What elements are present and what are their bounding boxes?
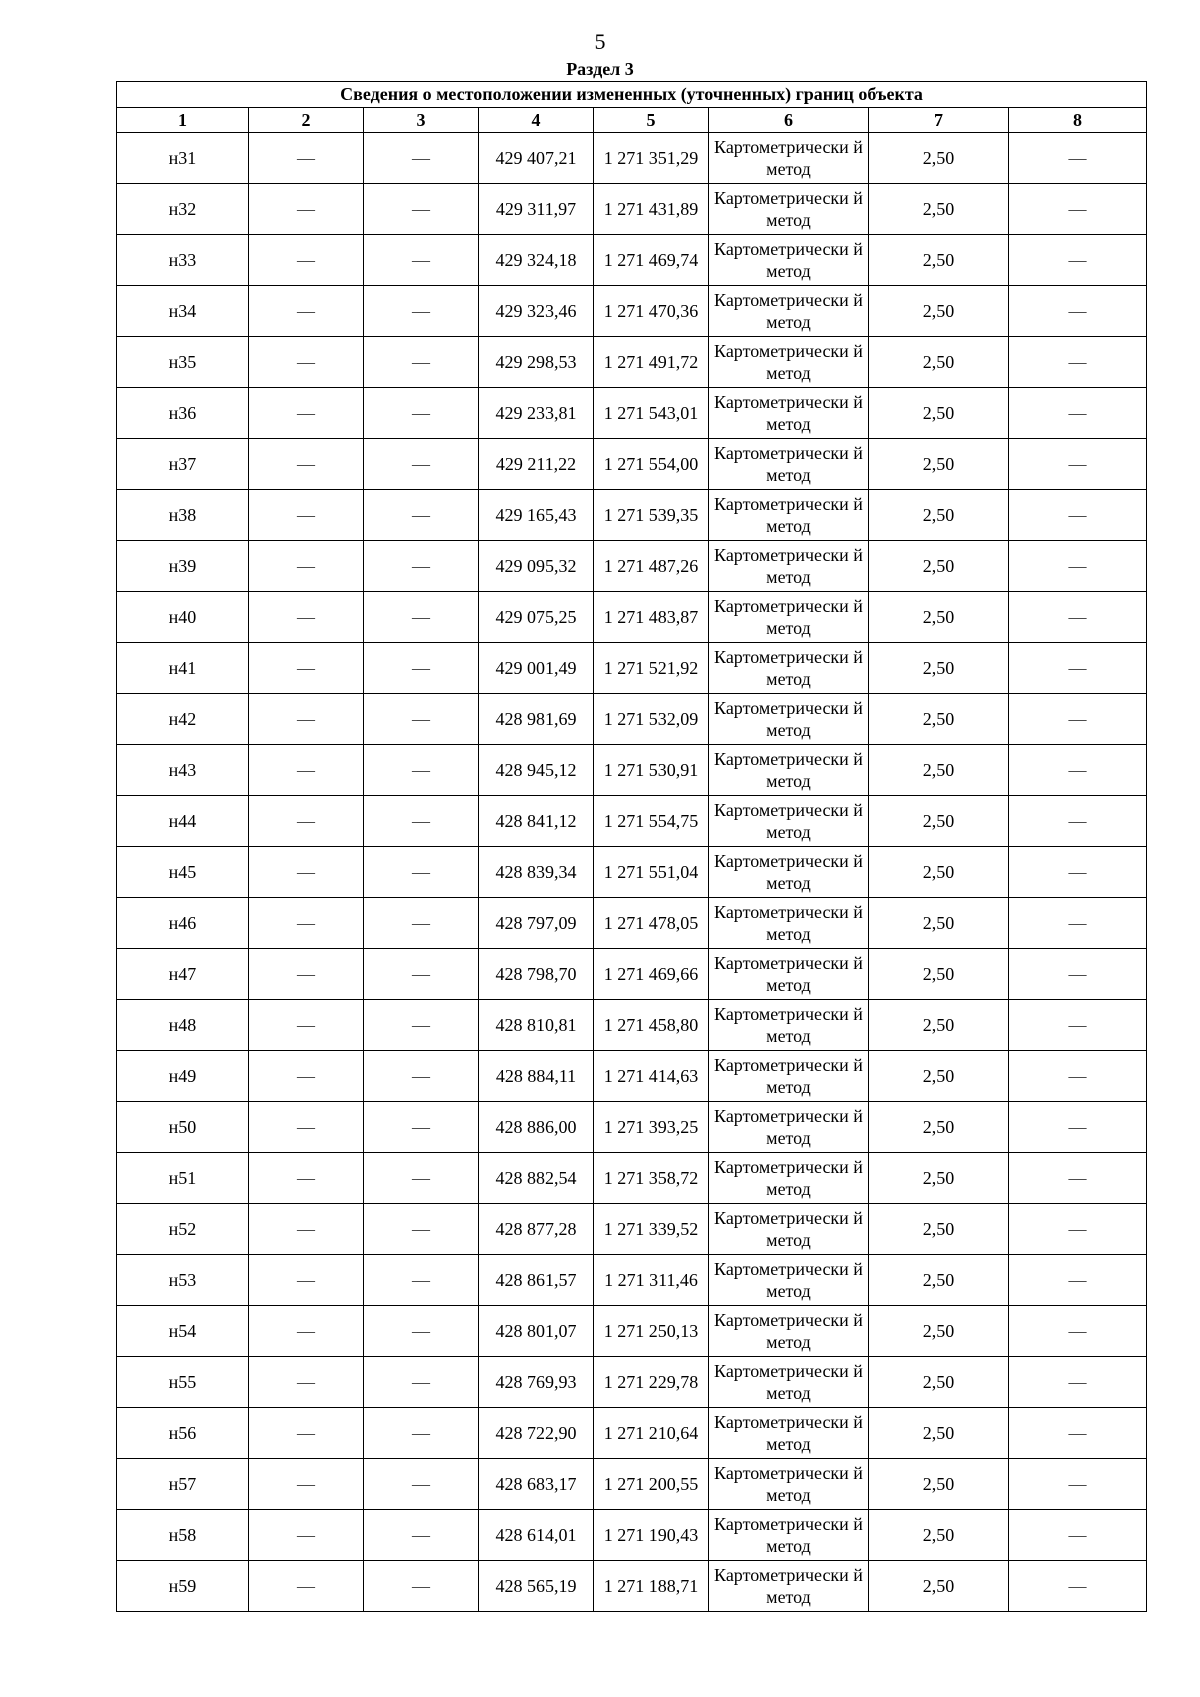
empty-dash-cell: — — [249, 1561, 364, 1612]
empty-dash-cell: — — [249, 847, 364, 898]
point-number-cell: н48 — [117, 1000, 249, 1051]
table-row — [117, 949, 1147, 1000]
y-coordinate-cell: 1 271 539,35 — [594, 490, 709, 541]
method-cell: Картометрически й метод — [709, 1510, 869, 1561]
method-cell: Картометрически й метод — [709, 847, 869, 898]
y-coordinate-cell: 1 271 478,05 — [594, 898, 709, 949]
empty-dash-cell: — — [364, 133, 479, 184]
empty-dash-cell: — — [1009, 847, 1147, 898]
accuracy-cell: 2,50 — [869, 1459, 1009, 1510]
x-coordinate-cell: 428 861,57 — [479, 1255, 594, 1306]
point-number-cell: н38 — [117, 490, 249, 541]
empty-dash-cell: — — [364, 847, 479, 898]
y-coordinate-cell: 1 271 188,71 — [594, 1561, 709, 1612]
empty-dash-cell: — — [249, 1153, 364, 1204]
empty-dash-cell: — — [249, 643, 364, 694]
column-header: 1 — [117, 108, 249, 133]
empty-dash-cell: — — [1009, 1510, 1147, 1561]
method-cell: Картометрически й метод — [709, 439, 869, 490]
table-row — [117, 490, 1147, 541]
method-cell: Картометрически й метод — [709, 949, 869, 1000]
empty-dash-cell: — — [364, 592, 479, 643]
method-cell: Картометрически й метод — [709, 694, 869, 745]
empty-dash-cell: — — [249, 1051, 364, 1102]
empty-dash-cell: — — [1009, 133, 1147, 184]
empty-dash-cell: — — [364, 949, 479, 1000]
y-coordinate-cell: 1 271 491,72 — [594, 337, 709, 388]
method-cell: Картометрически й метод — [709, 388, 869, 439]
x-coordinate-cell: 429 233,81 — [479, 388, 594, 439]
method-cell: Картометрически й метод — [709, 1051, 869, 1102]
empty-dash-cell: — — [364, 1102, 479, 1153]
column-header: 2 — [249, 108, 364, 133]
empty-dash-cell: — — [1009, 1051, 1147, 1102]
x-coordinate-cell: 429 311,97 — [479, 184, 594, 235]
accuracy-cell: 2,50 — [869, 847, 1009, 898]
method-cell: Картометрически й метод — [709, 745, 869, 796]
empty-dash-cell: — — [1009, 235, 1147, 286]
x-coordinate-cell: 428 810,81 — [479, 1000, 594, 1051]
x-coordinate-cell: 429 298,53 — [479, 337, 594, 388]
accuracy-cell: 2,50 — [869, 1408, 1009, 1459]
empty-dash-cell: — — [1009, 541, 1147, 592]
method-cell: Картометрически й метод — [709, 337, 869, 388]
empty-dash-cell: — — [1009, 1357, 1147, 1408]
method-cell: Картометрически й метод — [709, 592, 869, 643]
empty-dash-cell: — — [249, 490, 364, 541]
table-row — [117, 1000, 1147, 1051]
empty-dash-cell: — — [364, 439, 479, 490]
empty-dash-cell: — — [1009, 1459, 1147, 1510]
column-header: 3 — [364, 108, 479, 133]
empty-dash-cell: — — [249, 1408, 364, 1459]
empty-dash-cell: — — [249, 1255, 364, 1306]
table-row — [117, 388, 1147, 439]
accuracy-cell: 2,50 — [869, 1153, 1009, 1204]
empty-dash-cell: — — [1009, 1204, 1147, 1255]
accuracy-cell: 2,50 — [869, 694, 1009, 745]
point-number-cell: н45 — [117, 847, 249, 898]
x-coordinate-cell: 428 798,70 — [479, 949, 594, 1000]
y-coordinate-cell: 1 271 311,46 — [594, 1255, 709, 1306]
empty-dash-cell: — — [364, 643, 479, 694]
point-number-cell: н34 — [117, 286, 249, 337]
accuracy-cell: 2,50 — [869, 1357, 1009, 1408]
table-row — [117, 1153, 1147, 1204]
empty-dash-cell: — — [1009, 439, 1147, 490]
y-coordinate-cell: 1 271 250,13 — [594, 1306, 709, 1357]
x-coordinate-cell: 428 801,07 — [479, 1306, 594, 1357]
accuracy-cell: 2,50 — [869, 541, 1009, 592]
accuracy-cell: 2,50 — [869, 286, 1009, 337]
table-row — [117, 898, 1147, 949]
empty-dash-cell: — — [1009, 388, 1147, 439]
accuracy-cell: 2,50 — [869, 490, 1009, 541]
empty-dash-cell: — — [364, 541, 479, 592]
method-cell: Картометрически й метод — [709, 898, 869, 949]
point-number-cell: н33 — [117, 235, 249, 286]
accuracy-cell: 2,50 — [869, 1102, 1009, 1153]
table-row — [117, 1357, 1147, 1408]
empty-dash-cell: — — [1009, 1000, 1147, 1051]
accuracy-cell: 2,50 — [869, 592, 1009, 643]
x-coordinate-cell: 429 075,25 — [479, 592, 594, 643]
point-number-cell: н55 — [117, 1357, 249, 1408]
empty-dash-cell: — — [364, 1408, 479, 1459]
y-coordinate-cell: 1 271 470,36 — [594, 286, 709, 337]
x-coordinate-cell: 428 769,93 — [479, 1357, 594, 1408]
empty-dash-cell: — — [364, 1357, 479, 1408]
point-number-cell: н51 — [117, 1153, 249, 1204]
table-row — [117, 847, 1147, 898]
empty-dash-cell: — — [249, 1306, 364, 1357]
x-coordinate-cell: 429 001,49 — [479, 643, 594, 694]
accuracy-cell: 2,50 — [869, 388, 1009, 439]
point-number-cell: н57 — [117, 1459, 249, 1510]
accuracy-cell: 2,50 — [869, 337, 1009, 388]
empty-dash-cell: — — [364, 286, 479, 337]
empty-dash-cell: — — [249, 898, 364, 949]
empty-dash-cell: — — [1009, 286, 1147, 337]
point-number-cell: н50 — [117, 1102, 249, 1153]
point-number-cell: н58 — [117, 1510, 249, 1561]
x-coordinate-cell: 428 797,09 — [479, 898, 594, 949]
y-coordinate-cell: 1 271 554,75 — [594, 796, 709, 847]
y-coordinate-cell: 1 271 200,55 — [594, 1459, 709, 1510]
column-header: 6 — [709, 108, 869, 133]
point-number-cell: н42 — [117, 694, 249, 745]
empty-dash-cell: — — [364, 745, 479, 796]
empty-dash-cell: — — [1009, 1561, 1147, 1612]
method-cell: Картометрически й метод — [709, 1204, 869, 1255]
empty-dash-cell: — — [1009, 1306, 1147, 1357]
point-number-cell: н59 — [117, 1561, 249, 1612]
method-cell: Картометрически й метод — [709, 286, 869, 337]
x-coordinate-cell: 429 211,22 — [479, 439, 594, 490]
column-header: 8 — [1009, 108, 1147, 133]
method-cell: Картометрически й метод — [709, 1408, 869, 1459]
accuracy-cell: 2,50 — [869, 1561, 1009, 1612]
empty-dash-cell: — — [1009, 796, 1147, 847]
method-cell: Картометрически й метод — [709, 235, 869, 286]
table-row — [117, 745, 1147, 796]
accuracy-cell: 2,50 — [869, 184, 1009, 235]
y-coordinate-cell: 1 271 469,66 — [594, 949, 709, 1000]
empty-dash-cell: — — [1009, 643, 1147, 694]
x-coordinate-cell: 428 565,19 — [479, 1561, 594, 1612]
accuracy-cell: 2,50 — [869, 898, 1009, 949]
empty-dash-cell: — — [249, 337, 364, 388]
table-row — [117, 1255, 1147, 1306]
x-coordinate-cell: 428 683,17 — [479, 1459, 594, 1510]
empty-dash-cell: — — [1009, 1408, 1147, 1459]
table-row — [117, 133, 1147, 184]
empty-dash-cell: — — [249, 1510, 364, 1561]
empty-dash-cell: — — [1009, 592, 1147, 643]
x-coordinate-cell: 428 839,34 — [479, 847, 594, 898]
accuracy-cell: 2,50 — [869, 1204, 1009, 1255]
x-coordinate-cell: 428 877,28 — [479, 1204, 594, 1255]
empty-dash-cell: — — [364, 388, 479, 439]
empty-dash-cell: — — [249, 1102, 364, 1153]
table-row — [117, 1408, 1147, 1459]
empty-dash-cell: — — [249, 1204, 364, 1255]
empty-dash-cell: — — [249, 1357, 364, 1408]
table-row — [117, 1306, 1147, 1357]
method-cell: Картометрически й метод — [709, 541, 869, 592]
column-header: 4 — [479, 108, 594, 133]
y-coordinate-cell: 1 271 414,63 — [594, 1051, 709, 1102]
x-coordinate-cell: 428 886,00 — [479, 1102, 594, 1153]
column-header: 5 — [594, 108, 709, 133]
y-coordinate-cell: 1 271 554,00 — [594, 439, 709, 490]
x-coordinate-cell: 429 095,32 — [479, 541, 594, 592]
table-row — [117, 1510, 1147, 1561]
empty-dash-cell: — — [364, 1561, 479, 1612]
empty-dash-cell: — — [249, 541, 364, 592]
accuracy-cell: 2,50 — [869, 745, 1009, 796]
y-coordinate-cell: 1 271 431,89 — [594, 184, 709, 235]
empty-dash-cell: — — [249, 388, 364, 439]
method-cell: Картометрически й метод — [709, 1102, 869, 1153]
empty-dash-cell: — — [1009, 745, 1147, 796]
point-number-cell: н44 — [117, 796, 249, 847]
empty-dash-cell: — — [249, 1459, 364, 1510]
x-coordinate-cell: 428 884,11 — [479, 1051, 594, 1102]
accuracy-cell: 2,50 — [869, 1255, 1009, 1306]
table-row — [117, 1051, 1147, 1102]
point-number-cell: н43 — [117, 745, 249, 796]
x-coordinate-cell: 428 614,01 — [479, 1510, 594, 1561]
method-cell: Картометрически й метод — [709, 1153, 869, 1204]
accuracy-cell: 2,50 — [869, 643, 1009, 694]
empty-dash-cell: — — [1009, 949, 1147, 1000]
point-number-cell: н49 — [117, 1051, 249, 1102]
x-coordinate-cell: 429 324,18 — [479, 235, 594, 286]
method-cell: Картометрически й метод — [709, 643, 869, 694]
empty-dash-cell: — — [364, 337, 479, 388]
table-row — [117, 1102, 1147, 1153]
empty-dash-cell: — — [1009, 1255, 1147, 1306]
point-number-cell: н47 — [117, 949, 249, 1000]
x-coordinate-cell: 428 722,90 — [479, 1408, 594, 1459]
method-cell: Картометрически й метод — [709, 490, 869, 541]
empty-dash-cell: — — [249, 745, 364, 796]
empty-dash-cell: — — [364, 1000, 479, 1051]
table-row — [117, 286, 1147, 337]
point-number-cell: н56 — [117, 1408, 249, 1459]
table-row — [117, 1459, 1147, 1510]
empty-dash-cell: — — [364, 796, 479, 847]
method-cell: Картометрически й метод — [709, 1357, 869, 1408]
table-body — [117, 133, 1147, 1612]
y-coordinate-cell: 1 271 532,09 — [594, 694, 709, 745]
y-coordinate-cell: 1 271 190,43 — [594, 1510, 709, 1561]
column-number-row — [117, 108, 1147, 133]
empty-dash-cell: — — [364, 1051, 479, 1102]
y-coordinate-cell: 1 271 351,29 — [594, 133, 709, 184]
empty-dash-cell: — — [249, 1000, 364, 1051]
y-coordinate-cell: 1 271 483,87 — [594, 592, 709, 643]
accuracy-cell: 2,50 — [869, 439, 1009, 490]
point-number-cell: н54 — [117, 1306, 249, 1357]
table-row — [117, 796, 1147, 847]
method-cell: Картометрически й метод — [709, 1000, 869, 1051]
empty-dash-cell: — — [364, 1255, 479, 1306]
table-row — [117, 1204, 1147, 1255]
accuracy-cell: 2,50 — [869, 796, 1009, 847]
y-coordinate-cell: 1 271 210,64 — [594, 1408, 709, 1459]
empty-dash-cell: — — [249, 184, 364, 235]
accuracy-cell: 2,50 — [869, 1000, 1009, 1051]
x-coordinate-cell: 428 841,12 — [479, 796, 594, 847]
page-number: 5 — [594, 29, 606, 54]
empty-dash-cell: — — [364, 1510, 479, 1561]
empty-dash-cell: — — [364, 898, 479, 949]
y-coordinate-cell: 1 271 469,74 — [594, 235, 709, 286]
table-row — [117, 541, 1147, 592]
method-cell: Картометрически й метод — [709, 796, 869, 847]
empty-dash-cell: — — [364, 235, 479, 286]
empty-dash-cell: — — [249, 439, 364, 490]
point-number-cell: н39 — [117, 541, 249, 592]
table-row — [117, 694, 1147, 745]
empty-dash-cell: — — [1009, 694, 1147, 745]
point-number-cell: н46 — [117, 898, 249, 949]
empty-dash-cell: — — [249, 286, 364, 337]
empty-dash-cell: — — [1009, 898, 1147, 949]
empty-dash-cell: — — [364, 694, 479, 745]
x-coordinate-cell: 428 882,54 — [479, 1153, 594, 1204]
method-cell: Картометрически й метод — [709, 1459, 869, 1510]
y-coordinate-cell: 1 271 530,91 — [594, 745, 709, 796]
y-coordinate-cell: 1 271 458,80 — [594, 1000, 709, 1051]
empty-dash-cell: — — [249, 133, 364, 184]
method-cell: Картометрически й метод — [709, 184, 869, 235]
empty-dash-cell: — — [249, 235, 364, 286]
accuracy-cell: 2,50 — [869, 133, 1009, 184]
x-coordinate-cell: 429 407,21 — [479, 133, 594, 184]
point-number-cell: н36 — [117, 388, 249, 439]
point-number-cell: н53 — [117, 1255, 249, 1306]
y-coordinate-cell: 1 271 551,04 — [594, 847, 709, 898]
empty-dash-cell: — — [364, 490, 479, 541]
empty-dash-cell: — — [1009, 1153, 1147, 1204]
y-coordinate-cell: 1 271 487,26 — [594, 541, 709, 592]
empty-dash-cell: — — [1009, 490, 1147, 541]
table-row — [117, 184, 1147, 235]
table-caption: Сведения о местоположении измененных (уточненных) границ объекта — [117, 82, 1147, 108]
point-number-cell: н31 — [117, 133, 249, 184]
y-coordinate-cell: 1 271 339,52 — [594, 1204, 709, 1255]
table-row — [117, 235, 1147, 286]
table-row — [117, 337, 1147, 388]
empty-dash-cell: — — [1009, 1102, 1147, 1153]
table-row — [117, 643, 1147, 694]
column-header: 7 — [869, 108, 1009, 133]
table-row — [117, 592, 1147, 643]
y-coordinate-cell: 1 271 229,78 — [594, 1357, 709, 1408]
accuracy-cell: 2,50 — [869, 1051, 1009, 1102]
y-coordinate-cell: 1 271 521,92 — [594, 643, 709, 694]
empty-dash-cell: — — [364, 1204, 479, 1255]
empty-dash-cell: — — [249, 949, 364, 1000]
point-number-cell: н40 — [117, 592, 249, 643]
accuracy-cell: 2,50 — [869, 949, 1009, 1000]
x-coordinate-cell: 428 945,12 — [479, 745, 594, 796]
table-row — [117, 1561, 1147, 1612]
empty-dash-cell: — — [1009, 337, 1147, 388]
empty-dash-cell: — — [364, 1459, 479, 1510]
x-coordinate-cell: 429 323,46 — [479, 286, 594, 337]
y-coordinate-cell: 1 271 358,72 — [594, 1153, 709, 1204]
empty-dash-cell: — — [1009, 184, 1147, 235]
table-row — [117, 439, 1147, 490]
point-number-cell: н52 — [117, 1204, 249, 1255]
x-coordinate-cell: 428 981,69 — [479, 694, 594, 745]
empty-dash-cell: — — [249, 694, 364, 745]
empty-dash-cell: — — [249, 796, 364, 847]
point-number-cell: н32 — [117, 184, 249, 235]
x-coordinate-cell: 429 165,43 — [479, 490, 594, 541]
y-coordinate-cell: 1 271 543,01 — [594, 388, 709, 439]
accuracy-cell: 2,50 — [869, 1510, 1009, 1561]
empty-dash-cell: — — [364, 1306, 479, 1357]
method-cell: Картометрически й метод — [709, 133, 869, 184]
method-cell: Картометрически й метод — [709, 1306, 869, 1357]
empty-dash-cell: — — [364, 184, 479, 235]
method-cell: Картометрически й метод — [709, 1561, 869, 1612]
empty-dash-cell: — — [249, 592, 364, 643]
section-title: Раздел 3 — [566, 59, 634, 79]
point-number-cell: н37 — [117, 439, 249, 490]
y-coordinate-cell: 1 271 393,25 — [594, 1102, 709, 1153]
boundary-coordinates-table — [116, 81, 1147, 1612]
empty-dash-cell: — — [364, 1153, 479, 1204]
accuracy-cell: 2,50 — [869, 1306, 1009, 1357]
method-cell: Картометрически й метод — [709, 1255, 869, 1306]
accuracy-cell: 2,50 — [869, 235, 1009, 286]
point-number-cell: н35 — [117, 337, 249, 388]
point-number-cell: н41 — [117, 643, 249, 694]
